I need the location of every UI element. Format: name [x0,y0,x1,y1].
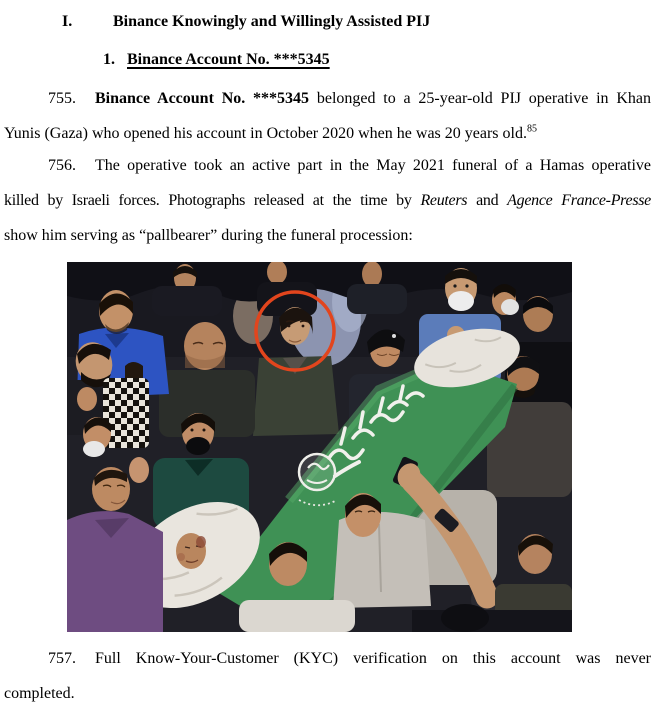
news-agency-reuters: Reuters [420,192,468,209]
paragraph-text: The operative took an active part in the May 2021 funeral of a Hamas operative [95,157,651,174]
funeral-photo-graphic [67,262,572,632]
paragraph-number: 756. [48,157,76,174]
subsection-heading [103,51,330,69]
section-heading-numeral: I. [62,13,73,30]
section-heading-title: Binance Knowingly and Willingly Assisted PIJ [113,13,431,30]
paragraph-755-line-2 [4,116,651,151]
paragraph-755-line-1 [4,81,651,116]
paragraph-756-line-2 [4,183,651,218]
news-agency-afp: Agence France-Presse [507,192,651,209]
paragraph-text: Yunis (Gaza) who opened his account in October 2020 when he was 20 years old. [4,125,527,142]
section-heading [62,13,430,31]
paragraph-756-line-3 [4,218,651,253]
paragraph-757-line-2 [4,676,651,711]
paragraph-text: and [467,192,508,209]
paragraph-756-line-1 [4,148,651,183]
account-number-bold: Binance Account No. ***5345 [95,90,310,107]
background-face [77,387,97,411]
paragraph-text: Full Know-Your-Customer (KYC) verification on this account was never [95,650,651,667]
paragraph-756 [4,148,651,253]
paragraph-757 [4,641,651,711]
footnote-reference: 85 [526,123,537,135]
background-face [129,457,149,483]
paragraph-757-line-1 [4,641,651,676]
paragraph-number: 755. [48,90,76,107]
funeral-photo [67,262,572,632]
paragraph-755 [4,81,651,151]
paragraph-number: 757. [48,650,76,667]
paragraph-text: belonged to a 25-year-old PIJ operative in Khan [309,90,652,107]
paragraph-text: killed by Israeli forces. Photographs released at the time by [4,192,421,209]
subsection-heading-title: Binance Account No. ***5345 [127,51,330,68]
paragraph-text: show him serving as “pallbearer” during the funeral procession: [4,227,413,244]
subsection-heading-number: 1. [103,51,115,68]
paragraph-text: completed. [4,685,75,702]
